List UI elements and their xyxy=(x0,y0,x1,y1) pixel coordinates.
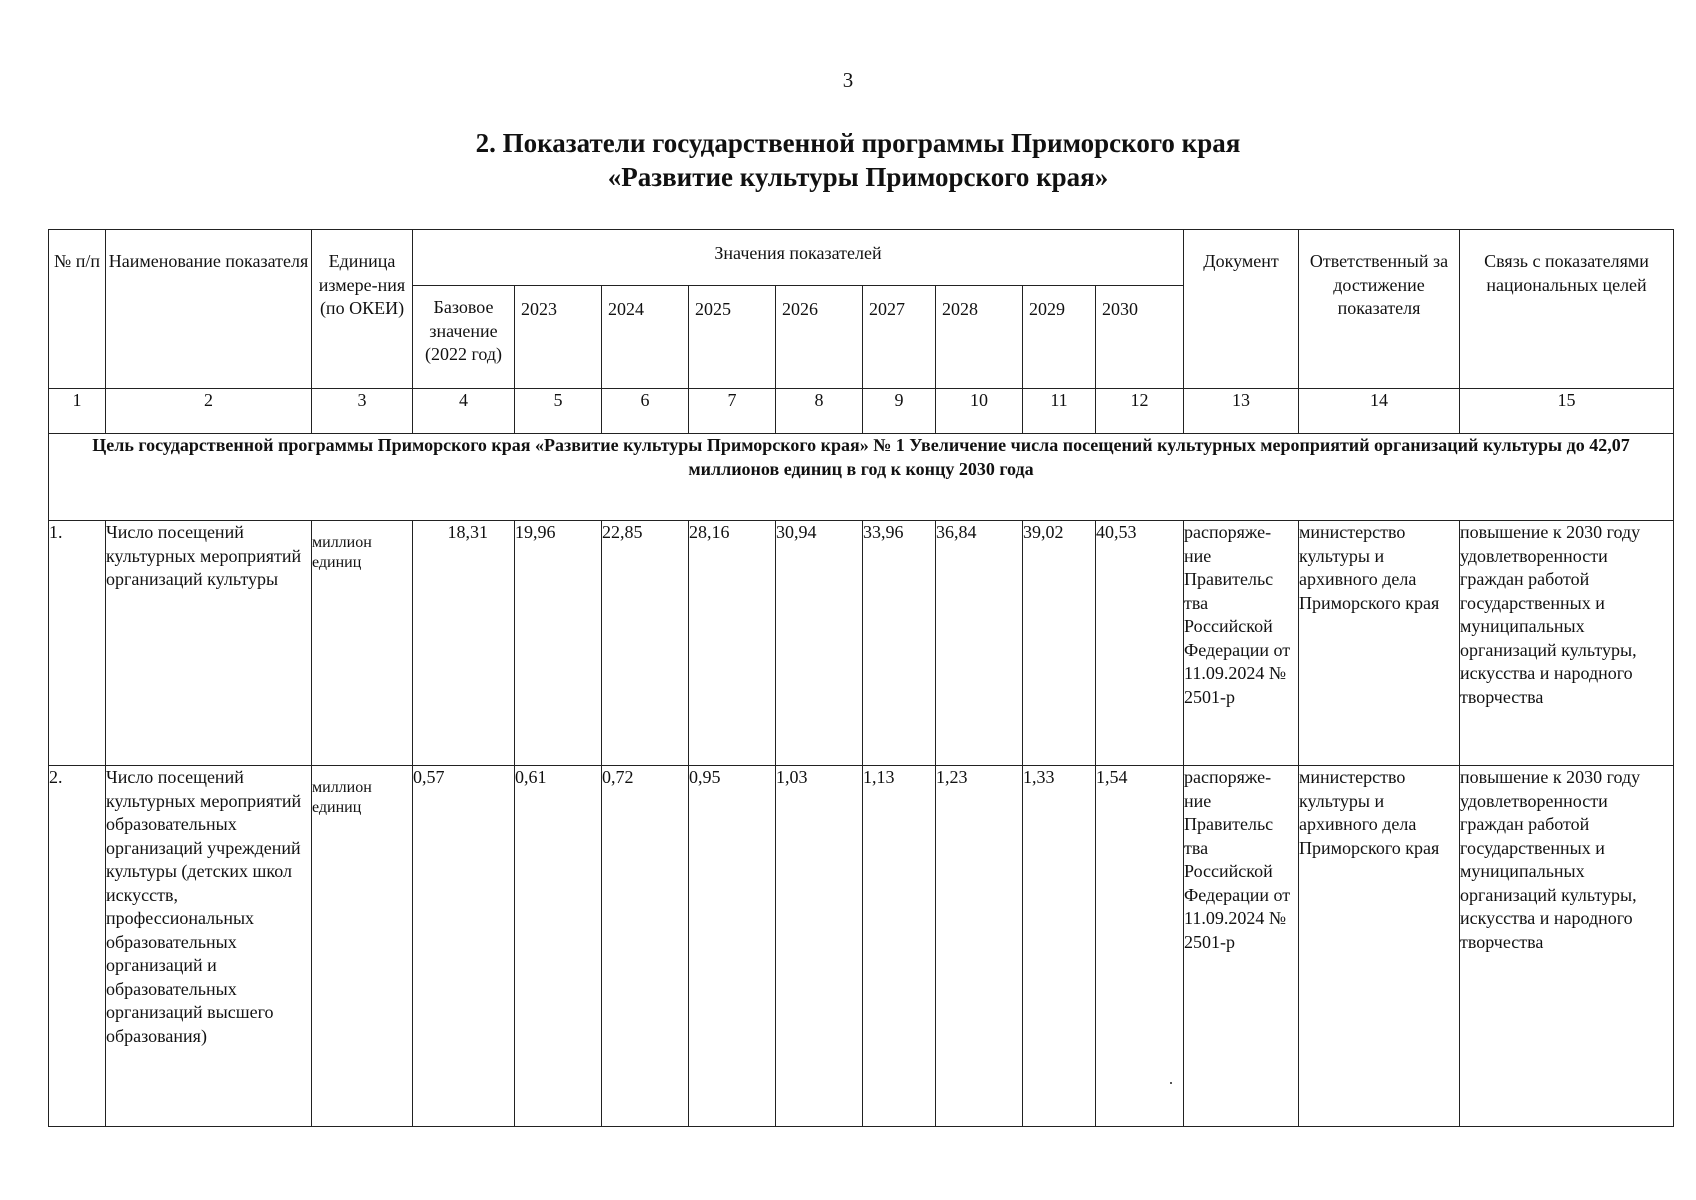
row-year-value: 0,61 xyxy=(515,766,602,1127)
page-number: 3 xyxy=(842,68,854,92)
row-year-value: 30,94 xyxy=(776,521,863,766)
row-year-value: 19,96 xyxy=(515,521,602,766)
header-base: Базовое значение (2022 год) xyxy=(413,286,515,389)
row-year-value: 1,03 xyxy=(776,766,863,1127)
header-values-group: Значения показателей xyxy=(413,230,1184,286)
column-number: 12 xyxy=(1096,389,1184,434)
column-number: 13 xyxy=(1184,389,1299,434)
header-row-1 xyxy=(49,230,1674,286)
header-year: 2028 xyxy=(936,286,1023,389)
row-link: повышение к 2030 году удовлетворенности граждан работой государственных и муниципальных организаций культуры, искусства и народного творчества xyxy=(1460,766,1674,1127)
row-base-value: 18,31 xyxy=(413,521,515,766)
header-document: Документ xyxy=(1184,230,1299,389)
column-number: 15 xyxy=(1460,389,1674,434)
row-num: 2. xyxy=(49,766,106,1127)
row-base-value: 0,57 xyxy=(413,766,515,1127)
column-number: 1 xyxy=(49,389,106,434)
row-document: распоряже-ние Правительс тва Российской Федерации от 11.09.2024 № 2501-р xyxy=(1184,521,1299,766)
row-year-value: 39,02 xyxy=(1023,521,1096,766)
scan-speck xyxy=(1170,1082,1172,1084)
column-number: 11 xyxy=(1023,389,1096,434)
header-year: 2026 xyxy=(776,286,863,389)
column-number: 5 xyxy=(515,389,602,434)
column-number: 9 xyxy=(863,389,936,434)
table-row xyxy=(49,766,1674,1127)
row-year-value: 1,54 xyxy=(1096,766,1184,1127)
indicators-table xyxy=(48,229,1674,1127)
row-year-value: 1,23 xyxy=(936,766,1023,1127)
header-link: Связь с показателями национальных целей xyxy=(1460,230,1674,389)
header-name: Наименование показателя xyxy=(106,230,312,389)
header-year: 2024 xyxy=(602,286,689,389)
title-line-2: «Развитие культуры Приморского края» xyxy=(607,162,1109,192)
row-year-value: 1,33 xyxy=(1023,766,1096,1127)
row-year-value: 22,85 xyxy=(602,521,689,766)
column-number: 3 xyxy=(312,389,413,434)
row-unit: миллион единиц xyxy=(312,766,413,1127)
row-year-value: 36,84 xyxy=(936,521,1023,766)
goal-text: Цель государственной программы Приморского края «Развитие культуры Приморского края» № 1 Увеличение числа посещений культурных мероприятий организаций культуры до 42,07 миллионов единиц в год к концу 2030 года xyxy=(49,434,1674,521)
row-year-value: 1,13 xyxy=(863,766,936,1127)
row-year-value: 33,96 xyxy=(863,521,936,766)
table-row xyxy=(49,521,1674,766)
column-number: 10 xyxy=(936,389,1023,434)
row-document: распоряже-ние Правительс тва Российской Федерации от 11.09.2024 № 2501-р xyxy=(1184,766,1299,1127)
header-unit: Единица измере-ния (по ОКЕИ) xyxy=(312,230,413,389)
column-numbers-row xyxy=(49,389,1674,434)
header-num: № п/п xyxy=(49,230,106,389)
row-num: 1. xyxy=(49,521,106,766)
row-unit: миллион единиц xyxy=(312,521,413,766)
row-responsible: министерство культуры и архивного дела Приморского края xyxy=(1299,521,1460,766)
header-responsible: Ответственный за достижение показателя xyxy=(1299,230,1460,389)
row-name: Число посещений культурных мероприятий образовательных организаций учреждений культуры (детских школ искусств, профессиональных образовательных организаций и образовательных организаций высшего образования) xyxy=(106,766,312,1127)
column-number: 7 xyxy=(689,389,776,434)
header-year: 2029 xyxy=(1023,286,1096,389)
header-year: 2025 xyxy=(689,286,776,389)
row-year-value: 0,95 xyxy=(689,766,776,1127)
column-number: 4 xyxy=(413,389,515,434)
row-link: повышение к 2030 году удовлетворенности граждан работой государственных и муниципальных организаций культуры, искусства и народного творчества xyxy=(1460,521,1674,766)
column-number: 2 xyxy=(106,389,312,434)
column-number: 14 xyxy=(1299,389,1460,434)
header-year: 2027 xyxy=(863,286,936,389)
row-year-value: 40,53 xyxy=(1096,521,1184,766)
row-responsible: министерство культуры и архивного дела Приморского края xyxy=(1299,766,1460,1127)
row-year-value: 28,16 xyxy=(689,521,776,766)
title-line-1: 2. Показатели государственной программы Приморского края xyxy=(475,128,1241,158)
header-year: 2023 xyxy=(515,286,602,389)
goal-row xyxy=(49,434,1674,521)
column-number: 8 xyxy=(776,389,863,434)
column-number: 6 xyxy=(602,389,689,434)
document-title xyxy=(0,126,1696,194)
row-year-value: 0,72 xyxy=(602,766,689,1127)
row-name: Число посещений культурных мероприятий организаций культуры xyxy=(106,521,312,766)
header-year: 2030 xyxy=(1096,286,1184,389)
